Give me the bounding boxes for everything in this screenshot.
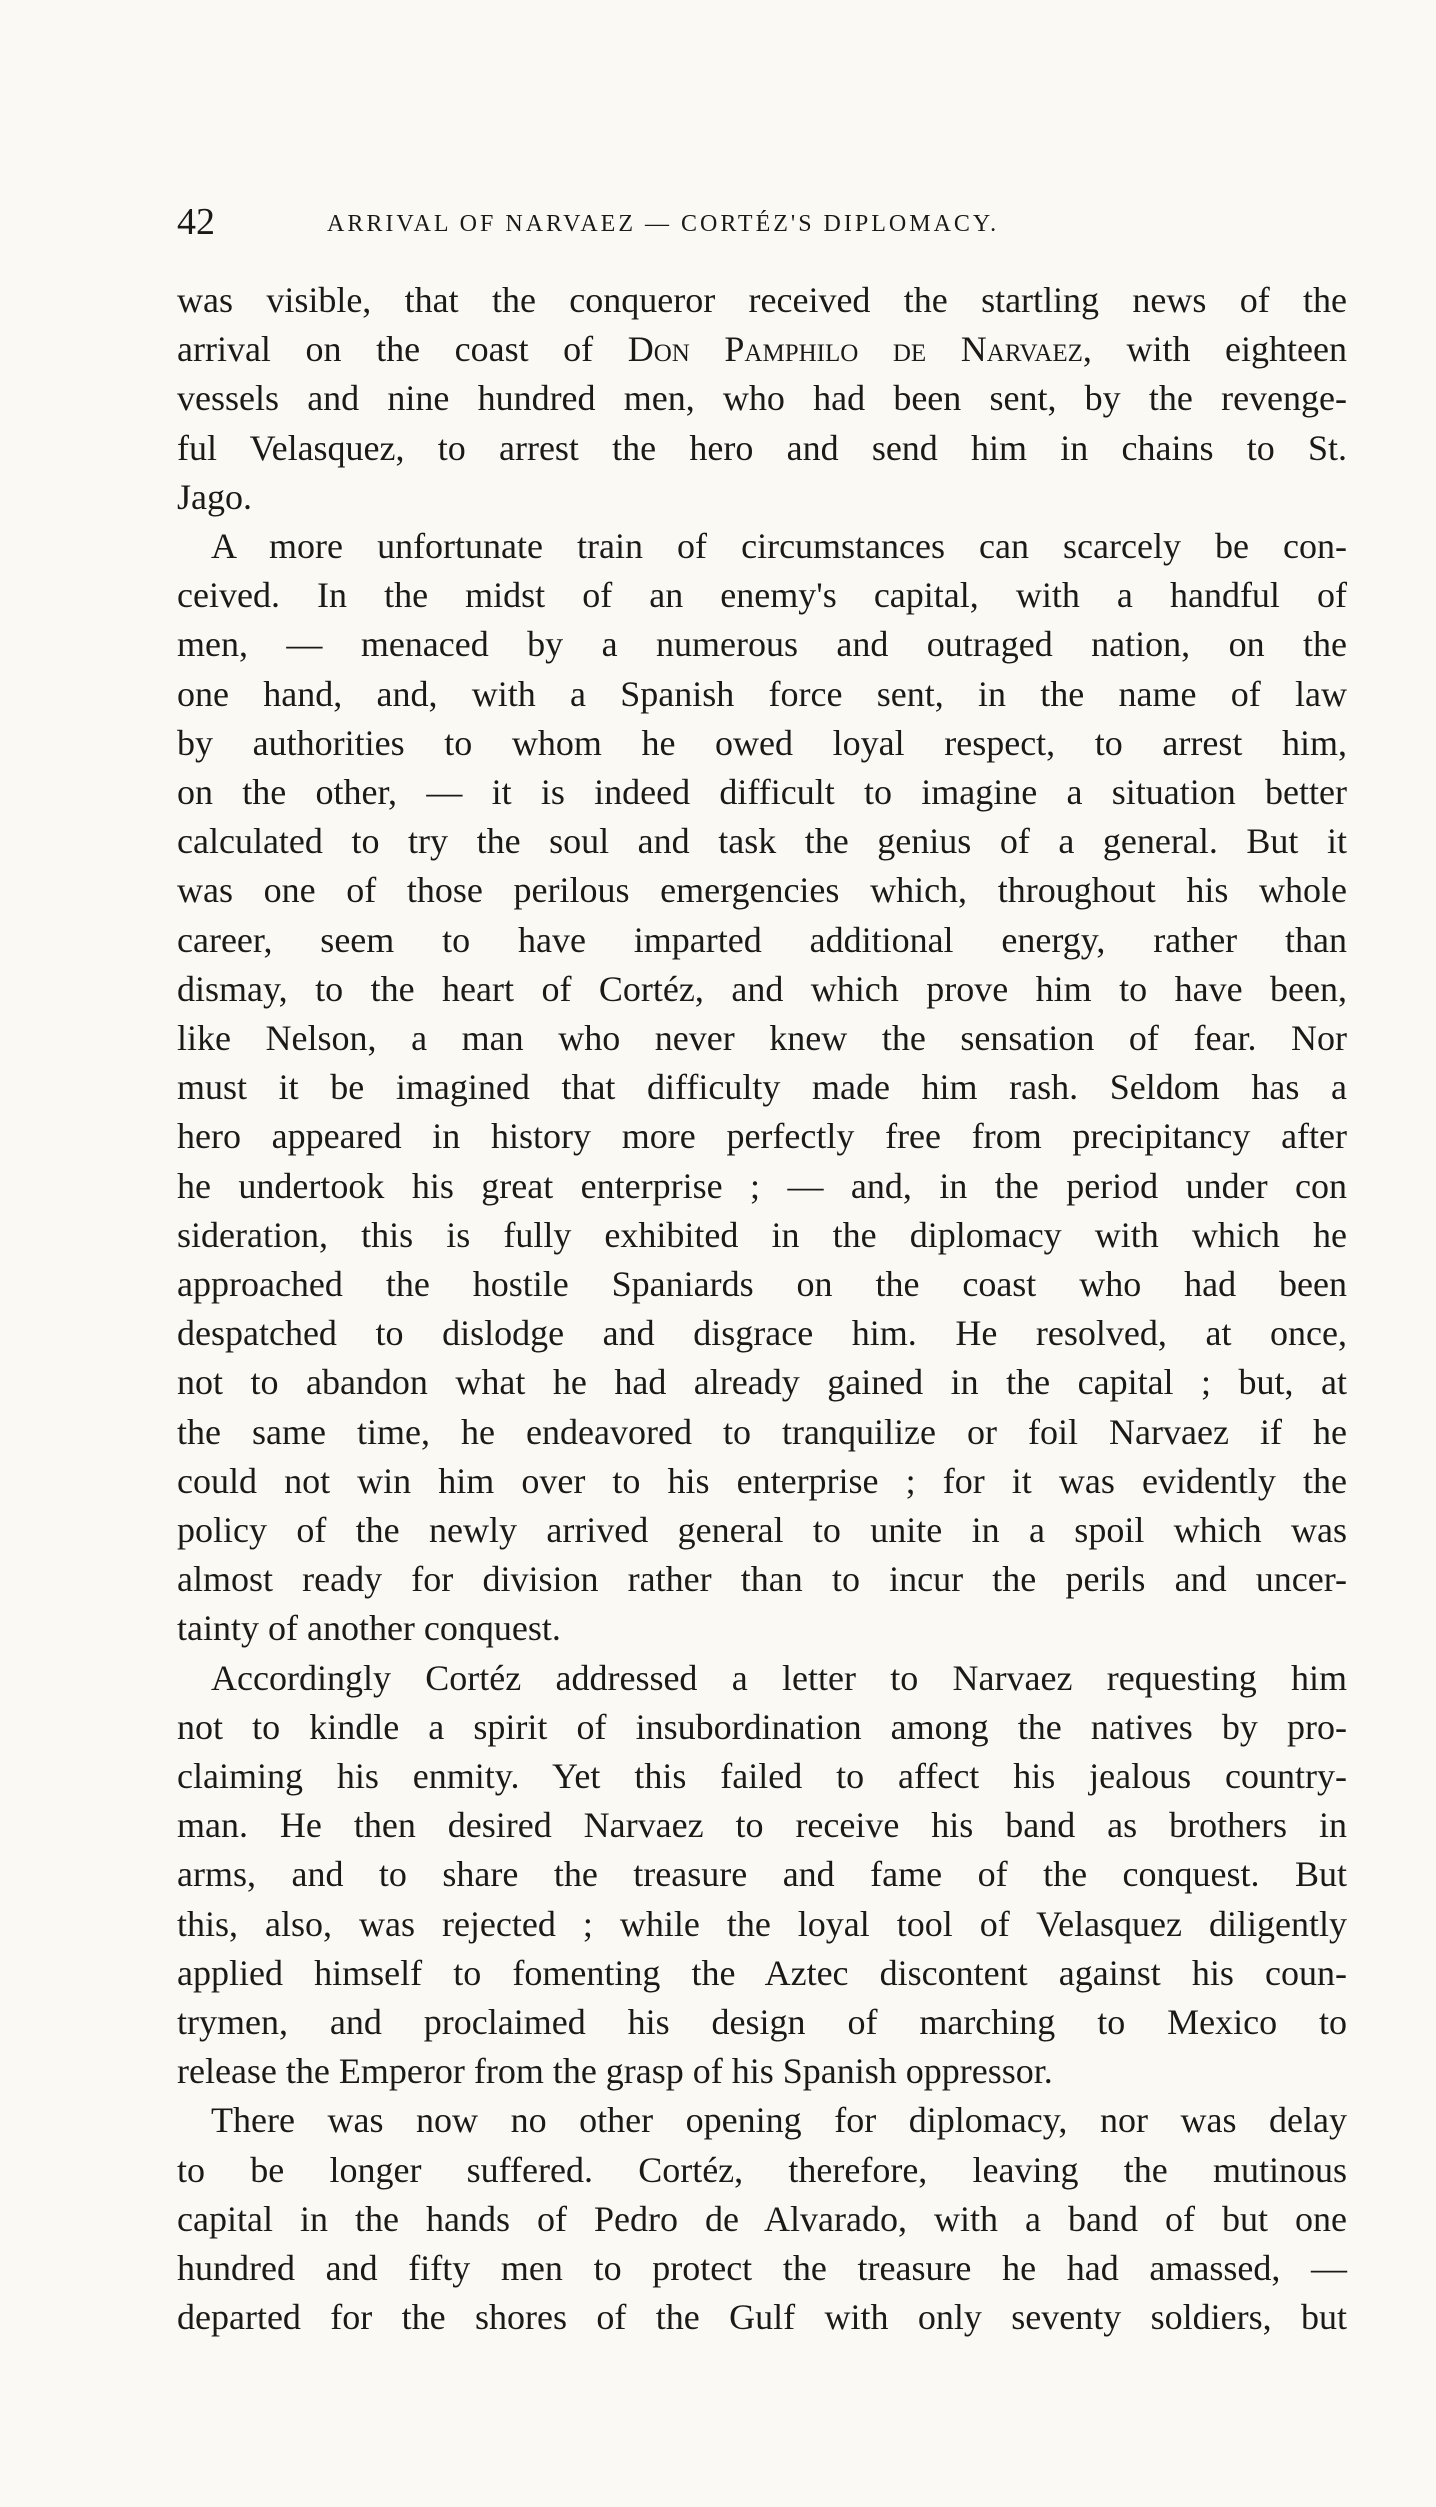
text-line: dismay, to the heart of Cortéz, and which prove him to have been, bbox=[177, 968, 1347, 1009]
text-line: almost ready for division rather than to incur the perils and uncer- bbox=[177, 1559, 1347, 1600]
text-line: could not win him over to his enterprise ; for it was evidently the bbox=[177, 1460, 1347, 1501]
text-line: this, also, was rejected ; while the loyal tool of Velasquez diligently bbox=[177, 1903, 1347, 1944]
text-line: one hand, and, with a Spanish force sent, in the name of law bbox=[177, 673, 1347, 714]
text-line: by authorities to whom he owed loyal respect, to arrest him, bbox=[177, 722, 1347, 763]
text-line: sideration, this is fully exhibited in the diplomacy with which he bbox=[177, 1214, 1347, 1255]
small-caps-name: Don Pamphilo de Narvaez bbox=[627, 329, 1083, 370]
text-line: arrival on the coast of Don Pamphilo de Narvaez, with eighteen bbox=[177, 329, 1347, 370]
text-line: to be longer suffered. Cortéz, therefore, leaving the mutinous bbox=[177, 2149, 1347, 2190]
text-line: not to kindle a spirit of insubordination among the natives by pro- bbox=[177, 1706, 1347, 1747]
text-line: approached the hostile Spaniards on the coast who had been bbox=[177, 1264, 1347, 1304]
text-line: like Nelson, a man who never knew the sensation of fear. Nor bbox=[177, 1018, 1347, 1058]
text-line: trymen, and proclaimed his design of marching to Mexico to bbox=[177, 2002, 1347, 2042]
text-line: the same time, he endeavored to tranquilize or foil Narvaez if he bbox=[177, 1411, 1347, 1452]
text-line: departed for the shores of the Gulf with only seventy soldiers, but bbox=[177, 2297, 1347, 2338]
text-line: was one of those perilous emergencies which, throughout his whole bbox=[177, 870, 1347, 911]
text-line: ful Velasquez, to arrest the hero and send him in chains to St. bbox=[177, 427, 1347, 468]
text-line: capital in the hands of Pedro de Alvarado, with a band of but one bbox=[177, 2198, 1347, 2239]
text-line: must it be imagined that difficulty made him rash. Seldom has a bbox=[177, 1067, 1347, 1108]
text-line: applied himself to fomenting the Aztec discontent against his coun- bbox=[177, 1952, 1347, 1993]
text-line: was visible, that the conqueror received the startling news of the bbox=[177, 280, 1347, 320]
text-line: claiming his enmity. Yet this failed to affect his jealous country- bbox=[177, 1756, 1347, 1796]
text-line: tainty of another conquest. bbox=[177, 1608, 561, 1649]
text-line: on the other, — it is indeed difficult to imagine a situation better bbox=[177, 772, 1347, 812]
text-line: not to abandon what he had already gained in the capital ; but, at bbox=[177, 1362, 1347, 1403]
text-line: hundred and fifty men to protect the treasure he had amassed, — bbox=[177, 2248, 1347, 2288]
text-line: release the Emperor from the grasp of his Spanish oppressor. bbox=[177, 2051, 1053, 2092]
text-line: vessels and nine hundred men, who had been sent, by the revenge- bbox=[177, 378, 1347, 419]
text-line: hero appeared in history more perfectly free from precipitancy after bbox=[177, 1116, 1347, 1157]
text-line: career, seem to have imparted additional energy, rather than bbox=[177, 919, 1347, 960]
running-header bbox=[177, 198, 1347, 246]
text-line: A more unfortunate train of circumstances can scarcely be con- bbox=[211, 526, 1347, 566]
text-line: Accordingly Cortéz addressed a letter to Narvaez requesting him bbox=[211, 1657, 1347, 1698]
text-line: calculated to try the soul and task the genius of a general. But it bbox=[177, 821, 1347, 862]
text-line: despatched to dislodge and disgrace him. He resolved, at once, bbox=[177, 1313, 1347, 1354]
running-title: ARRIVAL OF NARVAEZ — CORTÉZ'S DIPLOMACY. bbox=[327, 211, 1000, 237]
text-line: he undertook his great enterprise ; — and, in the period under con bbox=[177, 1165, 1347, 1206]
text-line: There was now no other opening for diplomacy, nor was delay bbox=[211, 2100, 1347, 2141]
text-line: men, — menaced by a numerous and outraged nation, on the bbox=[177, 624, 1347, 665]
page-number: 42 bbox=[177, 201, 215, 243]
text-line: man. He then desired Narvaez to receive his band as brothers in bbox=[177, 1805, 1347, 1846]
text-line: Jago. bbox=[177, 476, 252, 517]
text-line: policy of the newly arrived general to unite in a spoil which was bbox=[177, 1510, 1347, 1550]
text-line: ceived. In the midst of an enemy's capital, with a handful of bbox=[177, 575, 1347, 616]
text-line: arms, and to share the treasure and fame of the conquest. But bbox=[177, 1854, 1347, 1895]
